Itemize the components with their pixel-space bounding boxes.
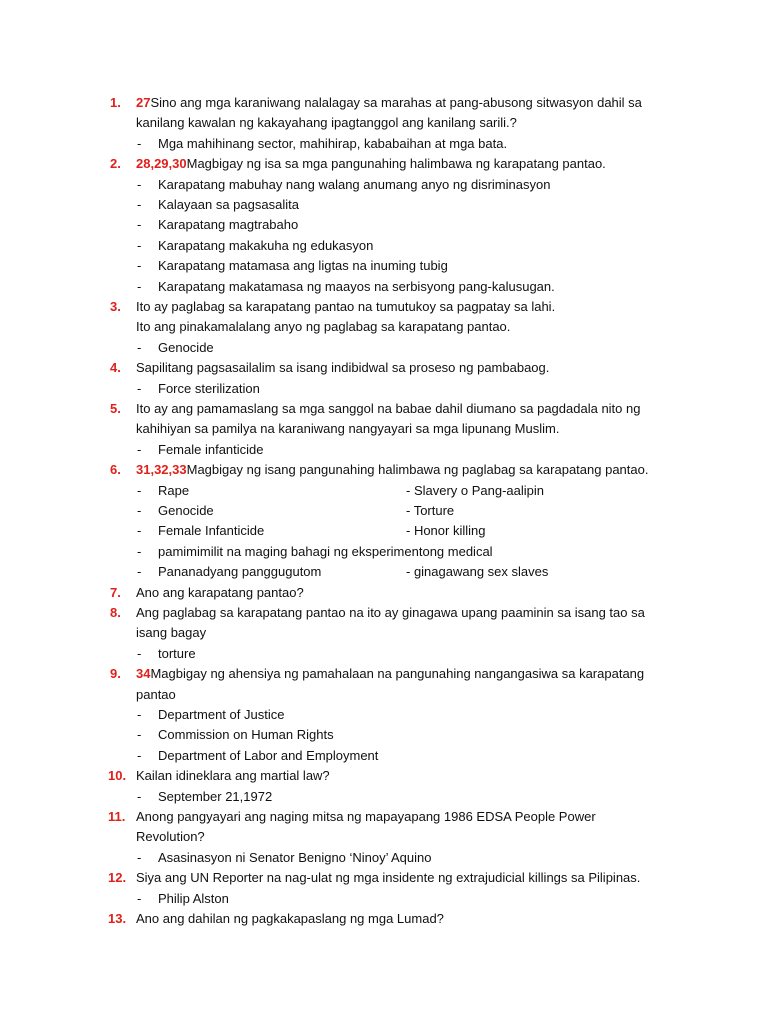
answer-row: [0, 481, 768, 501]
answer-text: Karapatang matamasa ang ligtas na inuming tubig: [158, 258, 448, 274]
bullet-dash: -: [137, 339, 142, 355]
answer-text: Genocide: [158, 339, 214, 355]
question-line: Sino ang mga karaniwang nalalagay sa marahas at pang-abusong sitwasyon dahil sa: [150, 95, 642, 110]
answer-row: [0, 562, 768, 582]
bullet-dash: -: [137, 176, 142, 192]
question-text: [136, 685, 656, 705]
question-item: [0, 583, 768, 603]
bullet-dash: -: [137, 278, 142, 294]
answer-text-second-column: - Honor killing: [406, 523, 486, 539]
question-row: [0, 909, 768, 929]
answer-text: Female Infanticide: [158, 523, 265, 539]
question-row: [0, 358, 768, 378]
question-row: [0, 766, 768, 786]
question-line: Siya ang UN Reporter na nag-ulat ng mga insidente ng extrajudicial killings sa Pilipinas.: [136, 870, 641, 886]
question-line: Magbigay ng isa sa mga pangunahing halimbawa ng karapatang pantao.: [186, 156, 606, 172]
bullet-dash: -: [137, 135, 142, 151]
question-line: Sapilitang pagsasailalim sa isang indibidwal sa proseso ng pambabaog.: [136, 360, 550, 376]
answer-text: Commission on Human Rights: [158, 727, 334, 743]
answer-text: Force sterilization: [158, 380, 260, 396]
question-item: [0, 868, 768, 909]
question-continuation: [0, 419, 768, 439]
question-number: 13.: [108, 911, 127, 926]
question-number: 7.: [110, 584, 121, 600]
answer-text: Philip Alston: [158, 890, 229, 906]
question-text: [136, 460, 656, 480]
question-row: [0, 603, 768, 623]
question-line: Ang paglabag sa karapatang pantao na ito ay ginagawa upang paaminin sa isang tao sa: [136, 605, 645, 620]
question-text: [136, 583, 656, 603]
answer-text: Department of Labor and Employment: [158, 747, 379, 763]
answer-row: [0, 134, 768, 154]
answer-row: [0, 338, 768, 358]
question-text: [136, 113, 656, 133]
question-item: [0, 460, 768, 582]
question-line: Ano ang dahilan ng pagkakapaslang ng mga Lumad?: [136, 911, 444, 926]
question-row: [0, 93, 768, 113]
question-item: [0, 358, 768, 399]
question-row: [0, 664, 768, 684]
item-reference-numbers: 34: [136, 666, 151, 682]
question-continuation: [0, 113, 768, 133]
question-line: Ito ay ang pamamaslang sa mga sanggol na babae dahil diumano sa pagdadala nito ng: [136, 401, 641, 416]
item-reference-numbers: 31,32,33: [136, 462, 187, 478]
answer-text: Department of Justice: [158, 706, 285, 722]
bullet-dash: -: [137, 217, 142, 233]
question-row: [0, 297, 768, 317]
question-text: [136, 664, 656, 684]
question-item: [0, 909, 768, 929]
bullet-dash: -: [137, 747, 142, 763]
question-item: [0, 154, 768, 297]
question-line: kanilang kawalan ng kakayahang ipagtanggol ang kanilang sarili.?: [136, 115, 517, 131]
answer-row: [0, 501, 768, 521]
question-item: [0, 766, 768, 807]
answer-row: [0, 848, 768, 868]
answer-row: [0, 175, 768, 195]
question-row: [0, 399, 768, 419]
question-number: 5.: [110, 401, 121, 416]
bullet-dash: -: [137, 258, 142, 274]
question-line: Revolution?: [136, 829, 205, 845]
bullet-dash: -: [137, 849, 142, 865]
bullet-dash: -: [137, 380, 142, 396]
bullet-dash: -: [137, 441, 142, 457]
question-line: Kailan idineklara ang martial law?: [136, 768, 330, 784]
question-text: [136, 868, 656, 888]
question-text: [136, 93, 656, 113]
answer-text: Genocide: [158, 502, 214, 518]
answer-text: torture: [158, 645, 196, 661]
question-item: [0, 664, 768, 766]
answer-row: [0, 256, 768, 276]
question-row: [0, 583, 768, 603]
question-text: [136, 154, 656, 174]
answer-row: [0, 644, 768, 664]
bullet-dash: -: [137, 237, 142, 253]
answer-row: [0, 195, 768, 215]
question-row: [0, 154, 768, 174]
bullet-dash: -: [137, 788, 142, 804]
question-continuation: [0, 827, 768, 847]
answer-row: [0, 440, 768, 460]
answer-text: Rape: [158, 482, 190, 498]
bullet-dash: -: [137, 727, 142, 743]
question-line: Ito ang pinakamalalang anyo ng paglabag sa karapatang pantao.: [136, 319, 511, 335]
bullet-dash: -: [137, 706, 142, 722]
question-text: [136, 317, 656, 337]
question-number: 4.: [110, 360, 121, 376]
answer-text: Karapatang makatamasa ng maayos na serbisyong pang-kalusugan.: [158, 278, 555, 294]
question-text: [136, 909, 656, 929]
answer-text: Pananadyang panggugutom: [158, 564, 322, 580]
answer-text: Kalayaan sa pagsasalita: [158, 196, 299, 212]
answer-row: [0, 236, 768, 256]
question-text: [136, 827, 656, 847]
question-item: [0, 399, 768, 460]
answer-row: [0, 725, 768, 745]
answer-row: [0, 542, 768, 562]
question-line: kahihiyan sa pamilya na karaniwang nangyayari sa mga lipunang Muslim.: [136, 421, 560, 437]
question-number: 8.: [110, 605, 121, 620]
answer-text-second-column: - Torture: [406, 502, 455, 518]
question-number: 6.: [110, 462, 121, 478]
answer-row: [0, 705, 768, 725]
question-row: [0, 460, 768, 480]
bullet-dash: -: [137, 543, 142, 559]
bullet-dash: -: [137, 482, 142, 498]
answer-text: Karapatang mabuhay nang walang anumang anyo ng disriminasyon: [158, 176, 551, 192]
answer-row: [0, 787, 768, 807]
answer-text-second-column: - Slavery o Pang-aalipin: [406, 482, 545, 498]
answer-row: [0, 746, 768, 766]
question-number: 9.: [110, 666, 121, 682]
answer-row: [0, 889, 768, 909]
answer-text: Karapatang makakuha ng edukasyon: [158, 237, 374, 253]
answer-row: [0, 379, 768, 399]
question-continuation: [0, 623, 768, 643]
question-line: pantao: [136, 686, 176, 702]
question-row: [0, 868, 768, 888]
question-line: Magbigay ng ahensiya ng pamahalaan na pangunahing nangangasiwa sa karapatang: [150, 666, 645, 682]
answer-text: Mga mahihinang sector, mahihirap, kababaihan at mga bata.: [158, 135, 508, 151]
answer-row: [0, 521, 768, 541]
question-line: Anong pangyayari ang naging mitsa ng mapayapang 1986 EDSA People Power: [136, 809, 596, 824]
question-line: Ito ay paglabag sa karapatang pantao na tumutukoy sa pagpatay sa lahi.: [136, 299, 556, 314]
question-number: 1.: [110, 95, 121, 110]
question-line: Ano ang karapatang pantao?: [136, 584, 304, 600]
question-item: [0, 297, 768, 358]
question-number: 11.: [108, 809, 126, 824]
question-continuation: [0, 317, 768, 337]
question-row: [0, 807, 768, 827]
question-item: [0, 93, 768, 154]
answer-text: Karapatang magtrabaho: [158, 217, 299, 233]
question-text: [136, 603, 656, 623]
question-item: [0, 603, 768, 664]
question-item: [0, 807, 768, 868]
question-line: isang bagay: [136, 625, 207, 641]
bullet-dash: -: [137, 502, 142, 518]
question-number: 10.: [108, 768, 127, 784]
question-number: 2.: [110, 156, 121, 172]
item-reference-numbers: 28,29,30: [136, 156, 187, 172]
question-text: [136, 807, 656, 827]
answer-row: [0, 215, 768, 235]
bullet-dash: -: [137, 645, 142, 661]
answer-text: pamimimilit na maging bahagi ng eksperimentong medical: [158, 543, 493, 559]
question-text: [136, 297, 656, 317]
question-number: 3.: [110, 299, 121, 314]
bullet-dash: -: [137, 890, 142, 906]
item-reference-numbers: 27: [136, 95, 151, 110]
bullet-dash: -: [137, 196, 142, 212]
question-text: [136, 358, 656, 378]
question-continuation: [0, 685, 768, 705]
answer-text: Asasinasyon ni Senator Benigno ‘Ninoy’ Aquino: [158, 849, 432, 865]
question-text: [136, 399, 656, 419]
answer-text: Female infanticide: [158, 441, 264, 457]
question-text: [136, 419, 656, 439]
answer-text: September 21,1972: [158, 788, 273, 804]
question-text: [136, 623, 656, 643]
answer-text-second-column: - ginagawang sex slaves: [406, 564, 549, 580]
answer-row: [0, 277, 768, 297]
question-text: [136, 766, 656, 786]
bullet-dash: -: [137, 564, 142, 580]
bullet-dash: -: [137, 523, 142, 539]
question-number: 12.: [108, 870, 127, 886]
question-line: Magbigay ng isang pangunahing halimbawa ng paglabag sa karapatang pantao.: [186, 462, 649, 478]
